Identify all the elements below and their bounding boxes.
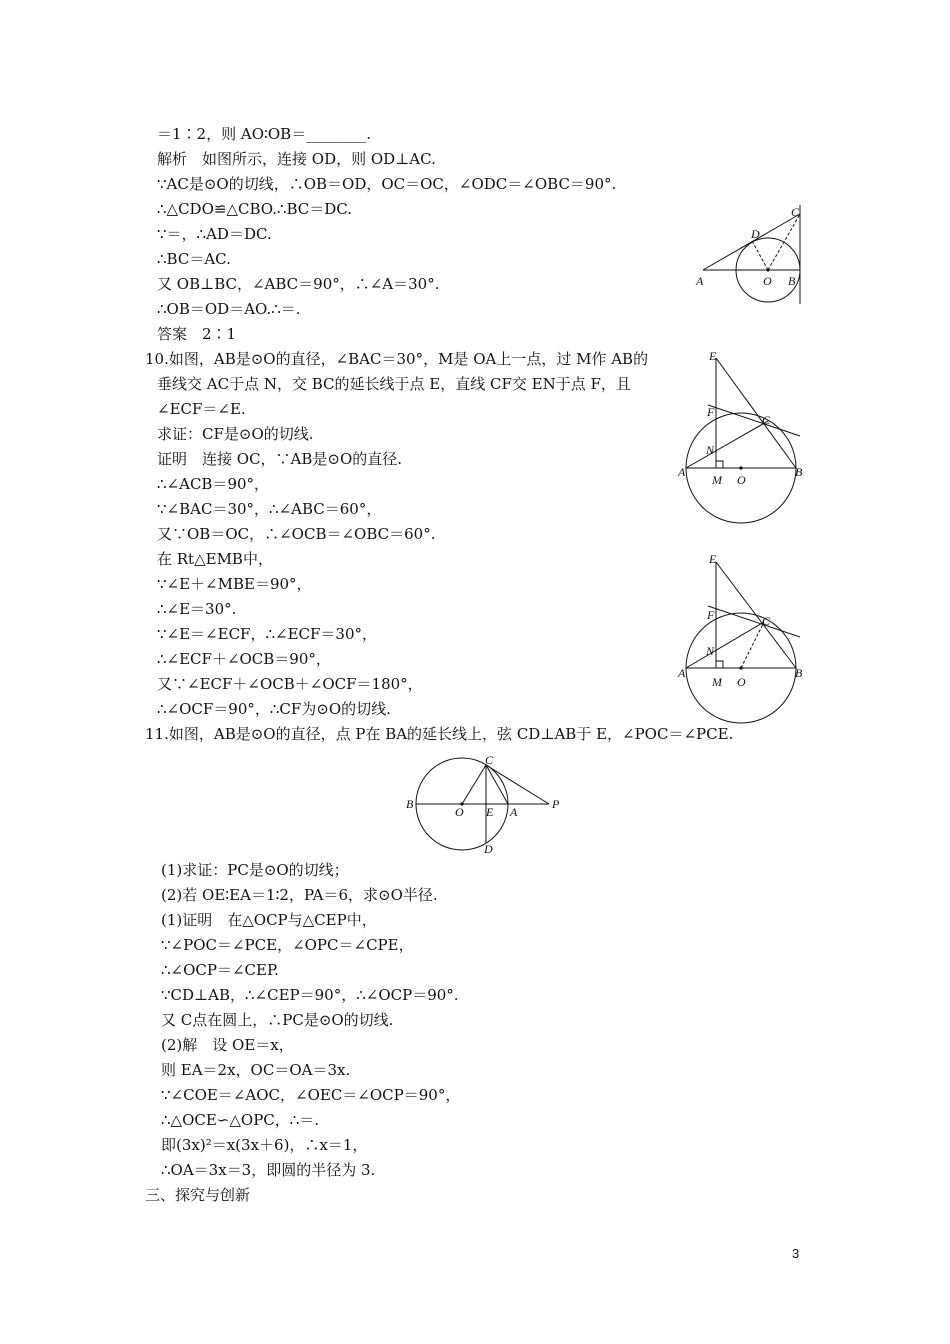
label-F: F [707, 405, 715, 419]
text-line: ∴△CDO≌△CBO.∴BC＝DC. [157, 200, 353, 218]
label-C: C [485, 753, 494, 767]
label-B: B [795, 465, 803, 479]
label-A: A [510, 805, 518, 819]
text-line: 即(3x)²＝x(3x＋6)，∴x＝1， [161, 1136, 368, 1154]
label-A: A [678, 465, 686, 479]
label-A: A [678, 666, 686, 680]
text-line: ∵AC是⊙O的切线，∴OB＝OD，OC＝OC，∠ODC＝∠OBC＝90°. [157, 175, 617, 193]
label-B: B [795, 666, 803, 680]
section-heading: 三、探究与创新 [145, 1186, 251, 1204]
text-line: ∵∠POC＝∠PCE，∠OPC＝∠CPE， [161, 936, 414, 954]
label-C: C [791, 205, 800, 219]
text-line: ∵∠BAC＝30°，∴∠ABC＝60°， [157, 500, 382, 518]
text-line: ∵∠E＋∠MBE＝90°， [157, 575, 312, 593]
label-M: M [712, 675, 722, 689]
text-line: 求证：CF是⊙O的切线. [157, 425, 314, 443]
text-line: (2)解 设 OE＝x， [161, 1036, 294, 1054]
label-D: D [751, 227, 760, 241]
label-E: E [486, 805, 494, 819]
text-line: ∴∠E＝30°. [157, 600, 237, 618]
text-line: ∵∠E＝∠ECF，∴∠ECF＝30°， [157, 625, 377, 643]
text-line: 又 OB⊥BC，∠ABC＝90°，∴∠A＝30°. [157, 275, 440, 293]
label-M: M [712, 473, 722, 487]
label-E: E [709, 552, 717, 566]
label-P: P [552, 797, 560, 811]
text-line: 在 Rt△EMB中， [157, 550, 273, 568]
label-B: B [406, 797, 414, 811]
text-line: ∵＝，∴AD＝DC. [157, 225, 272, 243]
label-B: B [788, 274, 796, 288]
label-A: A [696, 274, 704, 288]
text-line: 证明 连接 OC，∵AB是⊙O的直径. [157, 450, 403, 468]
label-N: N [706, 443, 715, 457]
label-E: E [709, 349, 717, 363]
text-line: ∴∠ACB＝90°， [157, 475, 270, 493]
label-C: C [762, 413, 771, 427]
text-line: ∴OA＝3x＝3，即圆的半径为 3. [161, 1161, 376, 1179]
text-line: ∴OB＝OD＝AO.∴＝. [157, 300, 301, 318]
text-line: ∴∠OCF＝90°，∴CF为⊙O的切线. [157, 700, 391, 718]
label-O: O [737, 675, 746, 689]
text-line: 解析 如图所示，连接 OD，则 OD⊥AC. [157, 150, 436, 168]
text-line: ∴△OCE∽△OPC，∴＝. [161, 1111, 320, 1129]
answer-line: 答案 2∶1 [157, 325, 237, 343]
text-line: ∠ECF＝∠E. [157, 400, 246, 418]
text-line: ∵∠COE＝∠AOC，∠OEC＝∠OCP＝90°， [161, 1086, 461, 1104]
label-O: O [737, 473, 746, 487]
label-N: N [706, 644, 715, 658]
figure-tangent-circle [690, 200, 810, 310]
label-C: C [762, 614, 771, 628]
figure-q11 [400, 750, 575, 860]
text-line: ∴BC＝AC. [157, 250, 231, 268]
figure-q10-proof [670, 548, 810, 728]
text-line: ＝1∶2，则 AO∶OB＝________. [157, 125, 371, 143]
text-line: 又∵OB＝OC，∴∠OCB＝∠OBC＝60°. [157, 525, 436, 543]
text-line: (1)求证：PC是⊙O的切线； [161, 861, 349, 879]
label-O: O [763, 274, 772, 288]
figure-q10 [670, 345, 810, 530]
text-line: (1)证明 在△OCP与△CEP中， [161, 911, 377, 929]
text-line: 又∵∠ECF＋∠OCB＋∠OCF＝180°， [157, 675, 423, 693]
text-line: ∴∠OCP＝∠CEP. [161, 961, 279, 979]
page-number: 3 [792, 1246, 800, 1261]
text-line: (2)若 OE∶EA＝1∶2，PA＝6，求⊙O半径. [161, 886, 438, 904]
text-line: 垂线交 AC于点 N，交 BC的延长线于点 E，直线 CF交 EN于点 F，且 [157, 375, 631, 393]
text-line: 又 C点在圆上，∴PC是⊙O的切线. [161, 1011, 394, 1029]
text-line: 则 EA＝2x，OC＝OA＝3x. [161, 1061, 351, 1079]
text-line: ∵CD⊥AB，∴∠CEP＝90°，∴∠OCP＝90°. [161, 986, 459, 1004]
label-F: F [707, 608, 715, 622]
text-line: ∴∠ECF＋∠OCB＝90°， [157, 650, 331, 668]
label-O: O [455, 805, 464, 819]
question-10: 10.如图，AB是⊙O的直径，∠BAC＝30°，M是 OA上一点，过 M作 AB的 [145, 350, 649, 368]
question-11: 11.如图，AB是⊙O的直径，点 P在 BA的延长线上，弦 CD⊥AB于 E，∠POC＝∠PCE. [145, 725, 734, 743]
label-D: D [484, 842, 493, 856]
